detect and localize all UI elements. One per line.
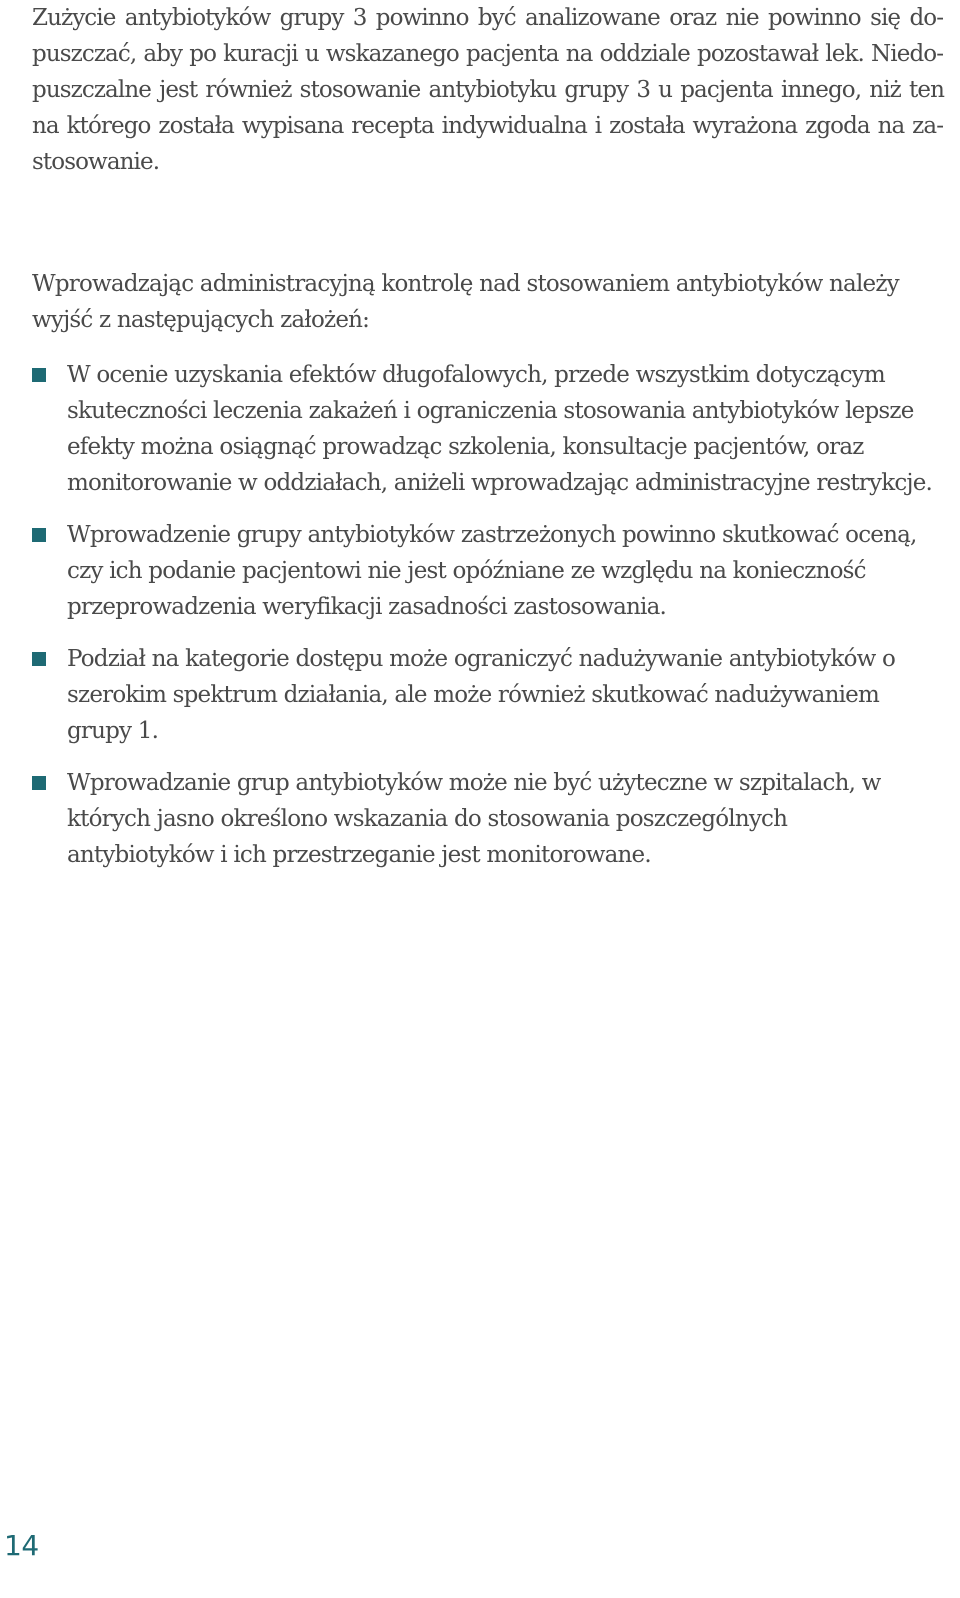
square-bullet-icon (32, 368, 46, 382)
page-number: 14 (4, 1529, 39, 1562)
square-bullet-icon (32, 776, 46, 790)
list-item (0, 357, 937, 501)
list-item-text: Wprowadzenie grupy antybiotyków zastrzeżonych powinno skutkować oceną, czy ich podanie pacjentowi nie jest opóźniane ze względu na konieczność przeprowadzenia weryfikacji zasadności zastosowania. (67, 522, 917, 620)
list-item (0, 765, 937, 873)
intro-paragraph: Zużycie antybiotyków grupy 3 powinno być analizowane oraz nie powinno się dopuszczać, aby po kuracji u wskazanego pacjenta na oddziale pozostawał lek. Niedopuszczalne jest również stosowanie antybiotyku grupy 3 u pacjenta innego, niż ten na którego została wypisana recepta indywidualna i została wyrażona zgoda na zastosowanie. (32, 5, 944, 175)
square-bullet-icon (32, 652, 46, 666)
list-item-text: Podział na kategorie dostępu może ograniczyć nadużywanie antybiotyków o szerokim spektrum działania, ale może również skutkować nadużywaniem grupy 1. (67, 646, 896, 744)
lead-paragraph: Wprowadzając administracyjną kontrolę nad stosowaniem antybiotyków należy wyjść z następujących założeń: (32, 271, 899, 333)
list-item (0, 641, 937, 749)
list-item-text: Wprowadzanie grup antybiotyków może nie być użyteczne w szpitalach, w których jasno określono wskazania do stosowania poszczególnych antybiotyków i ich przestrzeganie jest monitorowane. (67, 770, 881, 868)
assumptions-list (0, 357, 960, 889)
square-bullet-icon (32, 528, 46, 542)
list-item-text: W ocenie uzyskania efektów długofalowych, przede wszystkim dotyczącym skuteczności leczenia zakażeń i ograniczenia stosowania antybiotyków lepsze efekty można osiągnąć prowadząc szkolenia, konsultacje pacjentów, oraz monitorowanie w oddziałach, aniżeli wprowadzając administracyjne restrykcje. (67, 362, 933, 496)
list-item (0, 517, 937, 625)
